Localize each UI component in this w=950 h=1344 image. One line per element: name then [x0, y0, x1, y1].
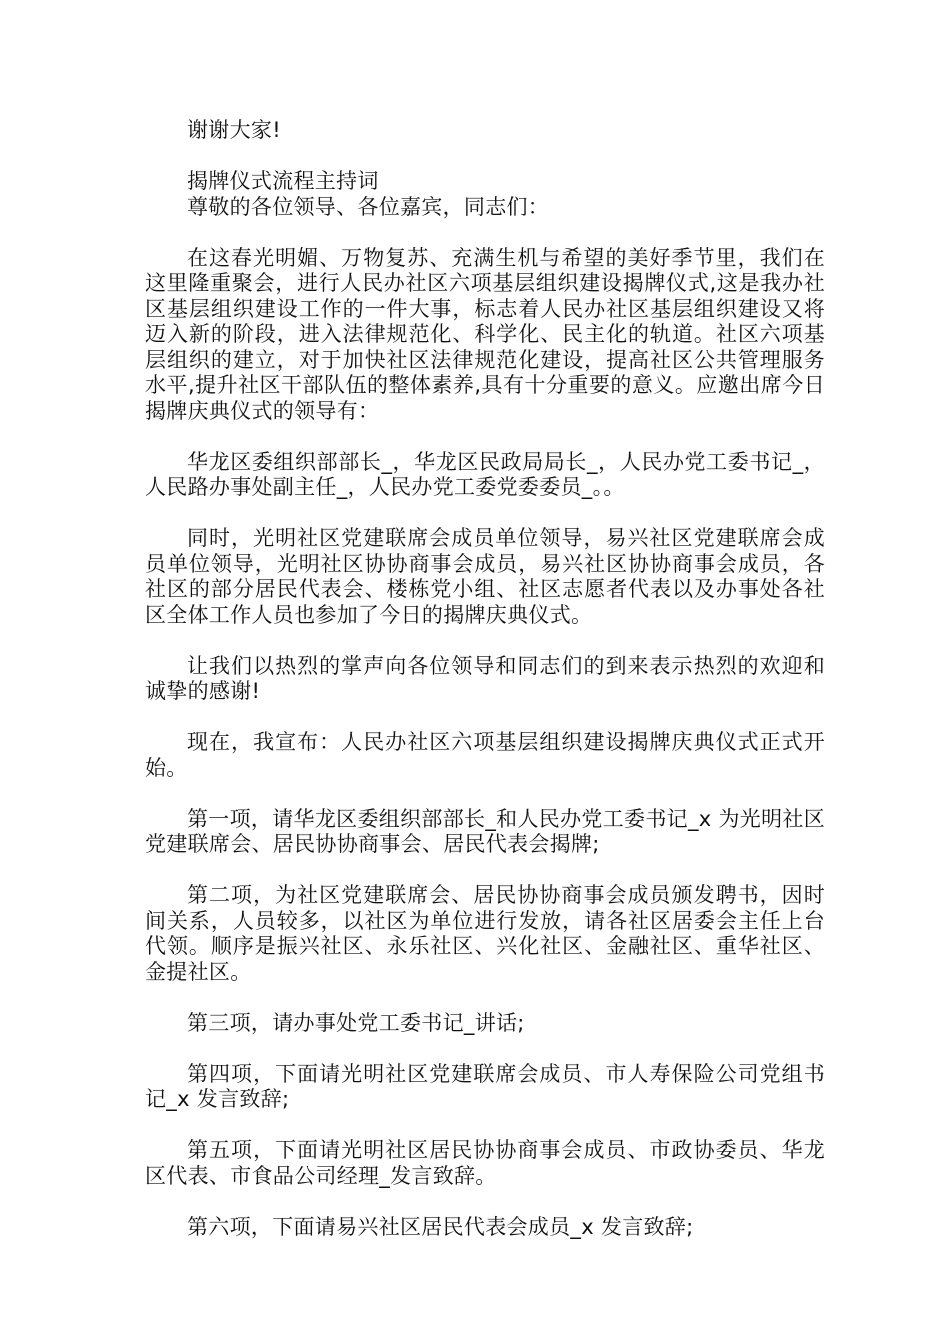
document-body — [145, 118, 825, 1240]
section-title: 揭牌仪式流程主持词 — [187, 169, 379, 193]
agenda-item-5: 第五项，下面请光明社区居民协协商事会成员、市政协委员、华龙区代表、市食品公司经理_发言致辞。 — [145, 1138, 825, 1188]
paragraph-attendees: 同时，光明社区党建联席会成员单位领导，易兴社区党建联席会成员单位领导，光明社区协协商事会成员，易兴社区协协商事会成员，各社区的部分居民代表会、楼栋党小组、社区志愿者代表以及办事处各社区全体工作人员也参加了今日的揭牌庆典仪式。 — [145, 526, 825, 627]
agenda-item-2: 第二项，为社区党建联席会、居民协协商事会成员颁发聘书，因时间关系，人员较多，以社区为单位进行发放，请各社区居委会主任上台代领。顺序是振兴社区、永乐社区、兴化社区、金融社区、重华社区、金提社区。 — [145, 883, 825, 984]
paragraph-leaders: 华龙区委组织部部长_，华龙区民政局局长_，人民办党工委书记_，人民路办事处副主任_，人民办党工委党委委员_。。 — [145, 449, 825, 499]
agenda-item-4: 第四项，下面请光明社区党建联席会成员、市人寿保险公司党组书记_x 发言致辞; — [145, 1061, 825, 1111]
salutation: 尊敬的各位领导、各位嘉宾，同志们： — [187, 194, 550, 219]
paragraph-opening: 在这春光明媚、万物复苏、充满生机与希望的美好季节里，我们在这里隆重聚会，进行人民办社区六项基层组织建设揭牌仪式,这是我办社区基层组织建设工作的一件大事，标志着人民办社区基层组织建设又将迈入新的阶段，进入法律规范化、科学化、民主化的轨道。社区六项基层组织的建立，对于加快社区法律规范化建设，提高社区公共管理服务水平,提升社区干部队伍的整体素养,具有十分重要的意义。应邀出席今日揭牌庆典仪式的领导有： — [145, 245, 825, 423]
agenda-item-1: 第一项，请华龙区委组织部部长_和人民办党工委书记_x 为光明社区党建联席会、居民协协商事会、居民代表会揭牌; — [145, 806, 825, 856]
paragraph-announcement: 现在，我宣布：人民办社区六项基层组织建设揭牌庆典仪式正式开始。 — [145, 730, 825, 780]
agenda-item-6: 第六项，下面请易兴社区居民代表会成员_x 发言致辞; — [187, 1214, 694, 1239]
closing-thanks: 谢谢大家! — [187, 118, 281, 142]
agenda-item-3: 第三项，请办事处党工委书记_讲话; — [187, 1010, 525, 1035]
paragraph-applause: 让我们以热烈的掌声向各位领导和同志们的到来表示热烈的欢迎和诚挚的感谢! — [145, 653, 825, 703]
